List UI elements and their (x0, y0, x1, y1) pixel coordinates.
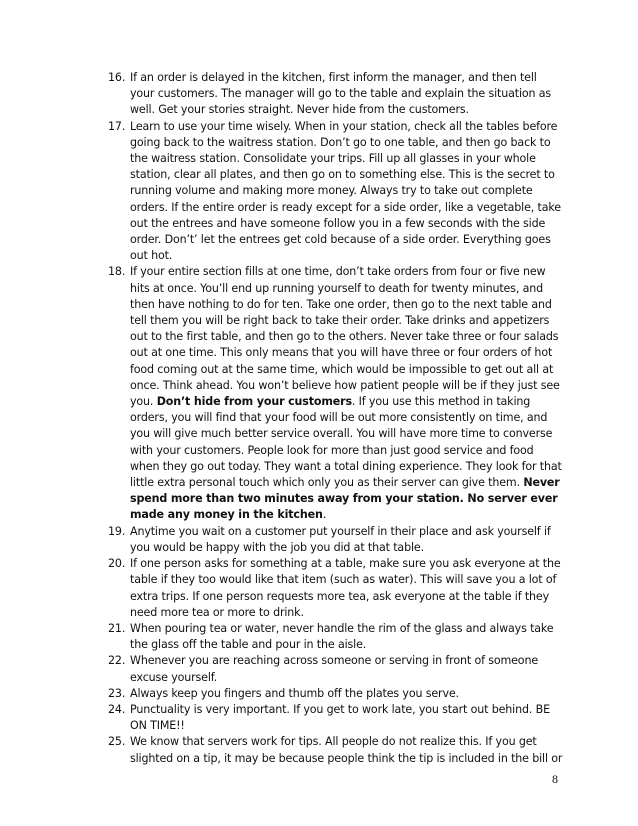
item-text: . If you use this method in taking orders, you will find that your food will be out more consistently on time, and you will give much better service overall. You will have more time to converse with your customers. People look for more than just good service and food when they go out today. They want a total dining experience. They look for that little extra personal touch which only you as their server can give them. (130, 395, 562, 490)
item-text: When pouring tea or water, never handle the rim of the glass and always take the glass off the table and pour in the aisle. (130, 621, 554, 652)
item-number: 25. (108, 735, 126, 749)
page-number: 8 (552, 772, 558, 786)
item-number: 23. (108, 686, 126, 700)
list-item (108, 621, 564, 653)
item-text: . (322, 508, 327, 522)
item-number: 17. (108, 119, 126, 133)
item-text: Always keep you fingers and thumb off the plates you serve. (130, 686, 459, 700)
bold-text: Never spend more than two minutes away from your station. No server ever made any money in the kitchen (130, 476, 560, 522)
item-number: 20. (108, 557, 126, 571)
list-item (108, 70, 564, 119)
item-number: 21. (108, 621, 126, 635)
item-text: If your entire section fills at one time, don’t take orders from four or five new hits at once. You’ll end up running yourself to death for twenty minutes, and then have nothing to do for ten. Take one order, then go to the next table and tell them you will be right back to take their order. Take drinks and appetizers out to the first table, and then go to the others. Never take three or four salads out at one time. This only means that you will have three or four orders of hot food coming out at the same time, which would be impossible to get out all at once. Think ahead. You won’t believe how patient people will be if they just see you. (130, 265, 560, 409)
numbered-list (108, 70, 564, 767)
item-text: If one person asks for something at a table, make sure you ask everyone at the table if they too would like that item (such as water). This will save you a lot of extra trips. If one person requests more tea, ask everyone at the table if they need more tea or more to drink. (130, 557, 561, 619)
list-item (108, 524, 564, 556)
item-text: Punctuality is very important. If you get to work late, you start out behind. BE ON TIME!! (130, 702, 550, 733)
bold-text: Don’t hide from your customers (156, 395, 352, 409)
item-number: 22. (108, 654, 126, 668)
item-number: 18. (108, 265, 126, 279)
item-number: 16. (108, 71, 126, 84)
item-text: If an order is delayed in the kitchen, first inform the manager, and then tell your customers. The manager will go to the table and explain the situation as well. Get your stories straight. Never hide from the customers. (130, 71, 552, 117)
list-item (108, 653, 564, 685)
item-text: We know that servers work for tips. All people do not realize this. If you get slighted on a tip, it may be because people think the tip is included in the bill or (130, 735, 563, 765)
list-item (108, 556, 564, 621)
list-item (108, 702, 564, 734)
item-number: 19. (108, 524, 126, 538)
item-number: 24. (108, 702, 126, 716)
item-text: Whenever you are reaching across someone or serving in front of someone excuse yourself. (130, 654, 539, 684)
list-item (108, 686, 564, 702)
item-text: Learn to use your time wisely. When in your station, check all the tables before going back to the waitress station. Don’t go to one table, and then go back to the waitress station. Consolidate your trips. Fill up all glasses in your whole station, clear all plates, and then go on to something else. This is the secret to running volume and making more money. Always try to take out complete orders. If the entire order is ready except for a side order, like a vegetable, take out the entrees and have someone follow you in a few seconds with the side order. Don’t’ let the entrees get cold because of a side order. Everything goes out hot. (130, 119, 561, 263)
list-item (108, 734, 564, 766)
item-text: Anytime you wait on a customer put yourself in their place and ask yourself if you would be happy with the job you did at that table. (130, 524, 551, 554)
list-item (108, 264, 564, 523)
list-item (108, 119, 564, 265)
